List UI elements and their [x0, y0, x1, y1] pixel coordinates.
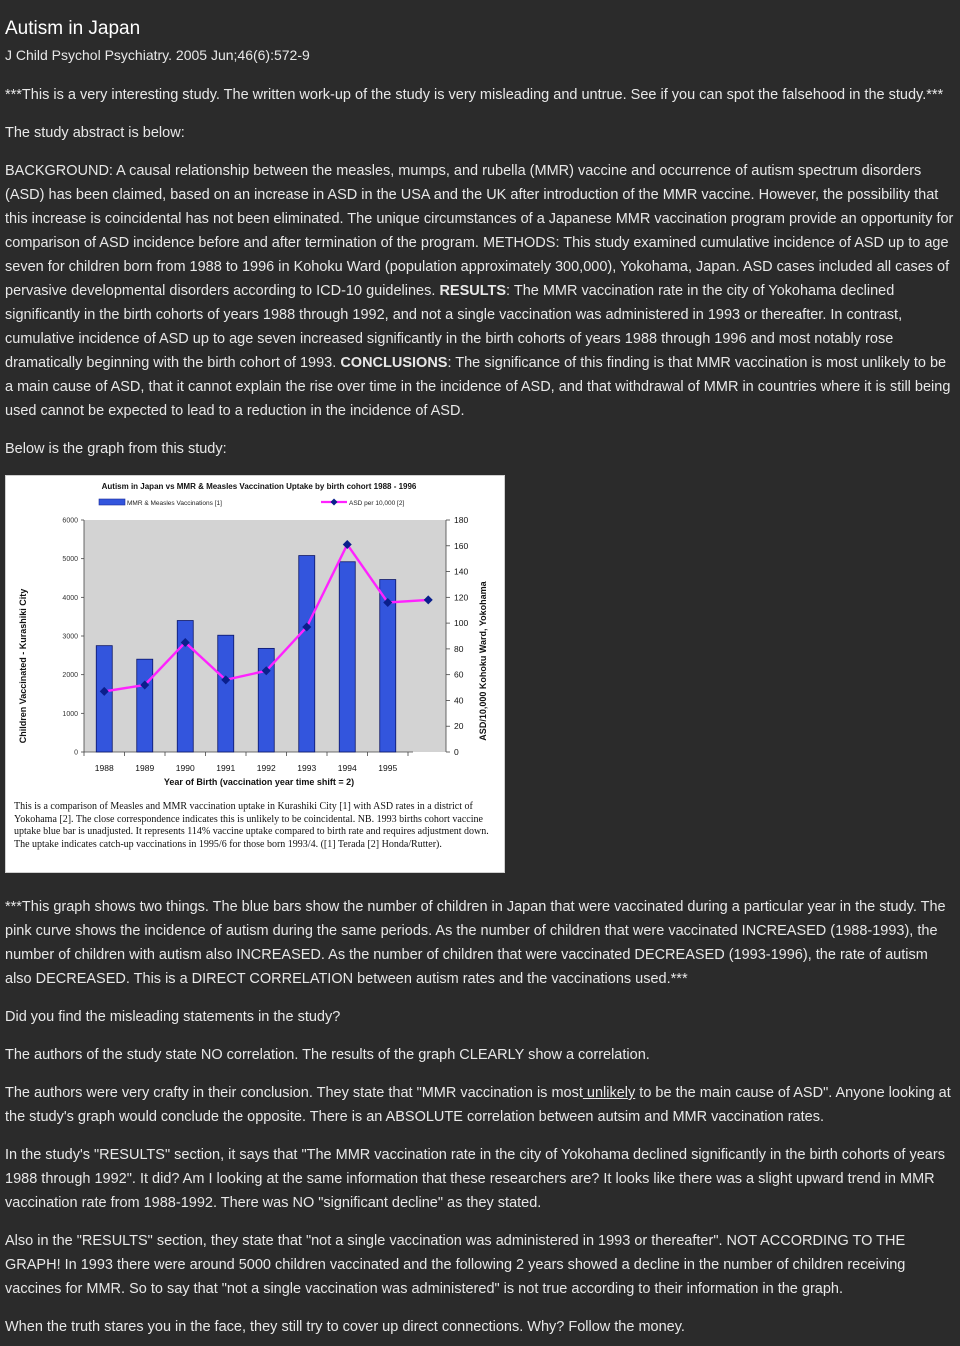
chart-caption: This is a comparison of Measles and MMR vaccination uptake in Kurashiki City [1] with ASD rates in a district of Yokohama [2]. The close correspondence indicates this is unlikely to be coincidental. NB. 1993 births cohort vaccine uptake blue bar is unadjusted. It represents 114% vaccine uptake compared to birth rate and requires adjustment down. The uptake indicates catch-up vaccinations in 1995/6 for those born 1993/4. ([1] Terada [2] Honda/Rutter).: [14, 801, 489, 850]
question-paragraph: Did you find the misleading statements in the study?: [5, 1009, 341, 1025]
right-tick-label: 160: [454, 540, 469, 551]
results-critique-paragraph: In the study's "RESULTS" section, it says that "The MMR vaccination rate in the city of Yokohama declined significantly in the birth cohorts of years 1988 through 1992". It did? Am I looking at the same information that these researchers are? It looks like there was a slight upward trend in MMR vaccination rate from 1988-1992. There was NO "significant decline" as they stated.: [5, 1147, 945, 1211]
x-tick-label: 1988: [94, 763, 114, 773]
abstract-intro: The study abstract is below:: [5, 125, 185, 141]
right-tick-label: 40: [454, 695, 464, 706]
page-title: Autism in Japan: [5, 18, 141, 39]
x-tick-label: 1990: [175, 763, 195, 773]
right-tick-label: 180: [454, 515, 469, 525]
right-tick-label: 20: [454, 721, 464, 732]
abstract-part3: : The significance of this finding is that MMR vaccination is most unlikely to be a main cause of ASD, that it cannot explain the rise over time in the incidence of ASD, and that withdrawal of MMR in countries where it is still being used cannot be expected to lead to a reduction in the incidence of ASD.: [5, 355, 951, 419]
x-tick-label: 1994: [337, 763, 357, 773]
bar-1988: [96, 646, 112, 752]
legend-label-line: ASD per 10,000 [2]: [349, 500, 405, 507]
x-axis-label: Year of Birth (vaccination year time shift = 2): [163, 777, 355, 787]
abstract-part2: : The MMR vaccination rate in the city of Yokohama declined significantly in the birth cohorts of years 1988 through 1992, and not a single vaccination was administered in 1993 or thereafter. In contrast, cumulative incidence of ASD up to age seven increased significantly in the birth cohorts of years 1988 through 1996 and most notably rose dramatically beginning with the birth cohort of 1993.: [5, 283, 903, 371]
x-tick-label: 1993: [297, 763, 317, 773]
abstract-part1: BACKGROUND: A causal relationship between the measles, mumps, and rubella (MMR) vaccine and occurrence of autism spectrum disorders (ASD) has been claimed, based on an increase in ASD in the USA and the UK after introduction of the MMR vaccine. However, the possibility that this increase is coincidental has not been eliminated. The unique circumstances of a Japanese MMR vaccination program provide an opportunity for comparison of ASD incidence before and after termination of the program. METHODS: This study examined cumulative incidence of ASD up to age seven for children born from 1988 to 1996 in Kohoku Ward (population approximately 300,000), Yokohama, Japan. ASD cases included all cases of pervasive developmental disorders according to ICD-10 guidelines.: [5, 163, 954, 299]
graph-intro: Below is the graph from this study:: [5, 441, 227, 457]
left-tick-label: 6000: [62, 517, 78, 525]
legend-swatch-bars: [99, 499, 125, 505]
authors-claim-paragraph: The authors of the study state NO correlation. The results of the graph CLEARLY show a correlation.: [5, 1047, 650, 1063]
bar-1991: [218, 635, 234, 752]
analysis-paragraph: ***This graph shows two things. The blue bars show the number of children in Japan that were vaccinated during a particular year in the study. The pink curve shows the incidence of autism during the same periods. As the number of children that were vaccinated INCREASED (1988-1993), the number of children with autism also INCREASED. As the number of children that were vaccinated DECREASED (1993-1996), the rate of autism also DECREASED. This is a DIRECT CORRELATION between autism rates and the vaccinations used.***: [5, 899, 946, 987]
study-graph: [5, 475, 505, 873]
right-tick-label: 100: [454, 618, 469, 629]
abstract-paragraph: [5, 159, 955, 423]
x-tick-label: 1995: [378, 763, 398, 773]
right-tick-label: 140: [454, 566, 469, 577]
left-tick-label: 2000: [62, 672, 78, 680]
crafty-part1: The authors were very crafty in their conclusion. They state that "MMR vaccination is most: [5, 1085, 583, 1101]
crafty-part2: to be the main cause of ASD". Anyone looking at the study's graph would conclude the opposite. There is an ABSOLUTE correlation between autsim and MMR vaccination rates.: [5, 1085, 951, 1125]
right-tick-label: 80: [454, 643, 464, 654]
chart-title: Autism in Japan vs MMR & Measles Vaccination Uptake by birth cohort 1988 - 1996: [101, 482, 417, 491]
x-tick-label: 1991: [216, 763, 236, 773]
right-tick-label: 120: [454, 592, 469, 603]
closing-paragraph: When the truth stares you in the face, they still try to cover up direct connections. Why? Follow the money.: [5, 1319, 685, 1335]
citation: J Child Psychol Psychiatry. 2005 Jun;46(6):572-9: [5, 47, 310, 63]
results-critique2-paragraph: Also in the "RESULTS" section, they state that "not a single vaccination was administered in 1993 or thereafter". NOT ACCORDING TO THE GRAPH! In 1993 there were around 5000 children vaccinated and the following 2 years showed a decline in the number of children receiving vaccines for MMR. So to say that "not a single vaccination was administered" is not true according to their information in the graph.: [5, 1233, 906, 1297]
results-label: RESULTS: [439, 283, 507, 299]
x-tick-label: 1989: [135, 763, 155, 773]
bar-1994: [339, 562, 355, 752]
legend-label-bars: MMR & Measles Vaccinations [1]: [127, 500, 222, 507]
left-tick-label: 3000: [62, 633, 78, 641]
left-tick-label: 4000: [62, 594, 78, 602]
left-tick-label: 5000: [62, 556, 78, 564]
left-tick-label: 1000: [62, 710, 78, 718]
x-tick-label: 1992: [256, 763, 276, 773]
conclusions-label: CONCLUSIONS: [340, 355, 448, 371]
crafty-paragraph: [5, 1081, 955, 1129]
bar-1993: [299, 556, 315, 752]
right-tick-label: 0: [454, 747, 459, 757]
left-axis-label: Children Vaccinated - Kurashiki City: [18, 588, 28, 744]
left-tick-label: 0: [74, 749, 78, 757]
unlikely-underlined: unlikely: [582, 1085, 636, 1101]
right-tick-label: 60: [454, 669, 464, 680]
bar-1989: [137, 659, 153, 752]
right-axis-label: ASD/10,000 Kohoku Ward, Yokohama: [478, 581, 488, 741]
legend-marker: [331, 499, 338, 506]
intro-paragraph: ***This is a very interesting study. The written work-up of the study is very misleading and untrue. See if you can spot the falsehood in the study.***: [5, 87, 944, 103]
